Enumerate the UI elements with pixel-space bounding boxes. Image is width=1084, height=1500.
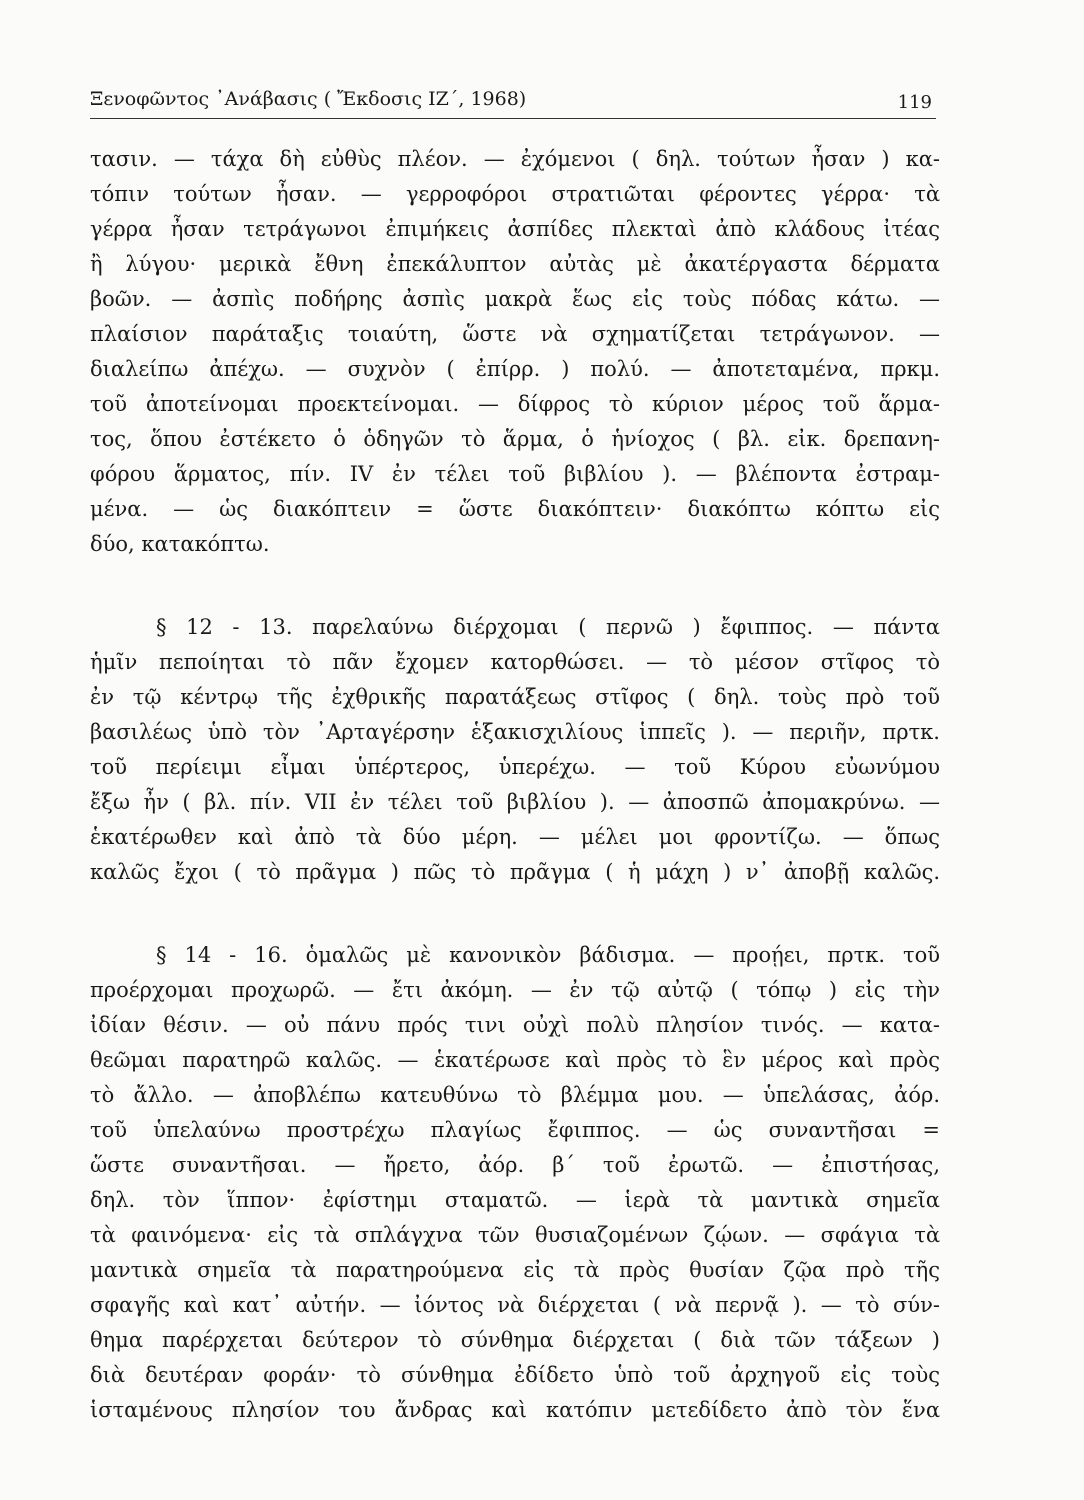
text-line: ἡμῖν πεποίηται τὸ πᾶν ἔχομεν κατορθώσει. — τὸ μέσον στῖφος τὸ — [90, 650, 940, 674]
text-line: § 12 - 13. παρελαύνω διέρχομαι ( περνῶ ) ἔφιππος. — πάντα — [156, 615, 940, 639]
text-line: τασιν. — τάχα δὴ εὐθὺς πλέον. — ἐχόμενοι ( δηλ. τούτων ἦσαν ) κα- — [90, 147, 940, 171]
text-line: καλῶς ἔχοι ( τὸ πρᾶγμα ) πῶς τὸ πρᾶγμα ( ἡ μάχη ) ν᾿ ἀποβῇ καλῶς. — [90, 860, 940, 884]
paragraph-gap — [90, 890, 940, 938]
text-line: τοῦ ὑπελαύνω προστρέχω πλαγίως ἔφιππος. — ὡς συναντῆσαι = — [90, 1118, 940, 1142]
text-line: ἰδίαν θέσιν. — οὐ πάνυ πρός τινι οὐχὶ πολὺ πλησίον τινός. — κατα- — [90, 1013, 940, 1037]
text-line: μένα. — ὡς διακόπτειν = ὥστε διακόπτειν· διακόπτω κόπτω εἰς — [90, 497, 940, 521]
text-line: σφαγῆς καὶ κατ᾿ αὐτήν. — ἰόντος νὰ διέρχεται ( νὰ περνᾷ ). — τὸ σύν- — [90, 1293, 940, 1317]
text-line: τὰ φαινόμενα· εἰς τὰ σπλάγχνα τῶν θυσιαζομένων ζῴων. — σφάγια τὰ — [90, 1223, 940, 1247]
text-line: ὥστε συναντῆσαι. — ἤρετο, ἀόρ. β΄ τοῦ ἐρωτῶ. — ἐπιστήσας, — [90, 1153, 940, 1177]
text-line: τοῦ ἀποτείνομαι προεκτείνομαι. — δίφρος τὸ κύριον μέρος τοῦ ἅρμα- — [90, 392, 940, 416]
text-line: διαλείπω ἀπέχω. — συχνὸν ( ἐπίρρ. ) πολύ. — ἀποτεταμένα, πρκμ. — [90, 357, 940, 381]
text-line: τοῦ περίειμι εἶμαι ὑπέρτερος, ὑπερέχω. — τοῦ Κύρου εὐωνύμου — [90, 755, 940, 779]
text-line: θημα παρέρχεται δεύτερον τὸ σύνθημα διέρχεται ( διὰ τῶν τάξεων ) — [90, 1328, 940, 1352]
text-line: γέρρα ἦσαν τετράγωνοι ἐπιμήκεις ἀσπίδες πλεκταὶ ἀπὸ κλάδους ἰτέας — [90, 217, 940, 241]
paragraph-gap — [90, 562, 940, 610]
text-line: φόρου ἅρματος, πίν. IV ἐν τέλει τοῦ βιβλίου ). — βλέποντα ἐστραμ- — [90, 462, 940, 486]
page-number: 119 — [897, 92, 932, 113]
running-header — [90, 84, 936, 119]
text-line: τὸ ἄλλο. — ἀποβλέπω κατευθύνω τὸ βλέμμα μου. — ὑπελάσας, ἀόρ. — [90, 1083, 940, 1107]
text-line: ἐν τῷ κέντρῳ τῆς ἐχθρικῆς παρατάξεως στῖφος ( δηλ. τοὺς πρὸ τοῦ — [90, 685, 940, 709]
text-line: δύο, κατακόπτω. — [90, 532, 270, 556]
text-line: ἱσταμένους πλησίον του ἄνδρας καὶ κατόπιν μετεδίδετο ἀπὸ τὸν ἕνα — [90, 1398, 940, 1422]
text-line: βοῶν. — ἀσπὶς ποδήρης ἀσπὶς μακρὰ ἕως εἰς τοὺς πόδας κάτω. — — [90, 287, 940, 311]
text-line: ἔξω ἦν ( βλ. πίν. VII ἐν τέλει τοῦ βιβλίου ). — ἀποσπῶ ἀπομακρύνω. — — [90, 790, 940, 814]
text-line: διὰ δευτέραν φοράν· τὸ σύνθημα ἐδίδετο ὑπὸ τοῦ ἀρχηγοῦ εἰς τοὺς — [90, 1363, 940, 1387]
text-line: προέρχομαι προχωρῶ. — ἔτι ἀκόμη. — ἐν τῷ αὐτῷ ( τόπῳ ) εἰς τὴν — [90, 978, 940, 1002]
text-line: δηλ. τὸν ἵππον· ἐφίστημι σταματῶ. — ἱερὰ τὰ μαντικὰ σημεῖα — [90, 1188, 940, 1212]
text-line: βασιλέως ὑπὸ τὸν ᾿Αρταγέρσην ἑξακισχιλίους ἱππεῖς ). — περιῆν, πρτκ. — [90, 720, 940, 744]
text-line: ἢ λύγου· μερικὰ ἔθνη ἐπεκάλυπτον αὐτὰς μὲ ἀκατέργαστα δέρματα — [90, 252, 940, 276]
commentary-text — [90, 142, 940, 1428]
text-line: πλαίσιον παράταξις τοιαύτη, ὥστε νὰ σχηματίζεται τετράγωνον. — — [90, 322, 940, 346]
header-title: Ξενοφῶντος ᾿Ανάβασις ( Ἔκδοσις ΙΖ΄, 1968) — [90, 88, 527, 110]
text-line: μαντικὰ σημεῖα τὰ παρατηρούμενα εἰς τὰ πρὸς θυσίαν ζῷα πρὸ τῆς — [90, 1258, 940, 1282]
text-line: § 14 - 16. ὁμαλῶς μὲ κανονικὸν βάδισμα. — προῄει, πρτκ. τοῦ — [156, 943, 940, 967]
text-line: τος, ὅπου ἐστέκετο ὁ ὁδηγῶν τὸ ἅρμα, ὁ ἡνίοχος ( βλ. εἰκ. δρεπανη- — [90, 427, 940, 451]
text-line: ἑκατέρωθεν καὶ ἀπὸ τὰ δύο μέρη. — μέλει μοι φροντίζω. — ὅπως — [90, 825, 940, 849]
text-line: τόπιν τούτων ἦσαν. — γερροφόροι στρατιῶται φέροντες γέρρα· τὰ — [90, 182, 940, 206]
text-line: θεῶμαι παρατηρῶ καλῶς. — ἑκατέρωσε καὶ πρὸς τὸ ἓν μέρος καὶ πρὸς — [90, 1048, 940, 1072]
